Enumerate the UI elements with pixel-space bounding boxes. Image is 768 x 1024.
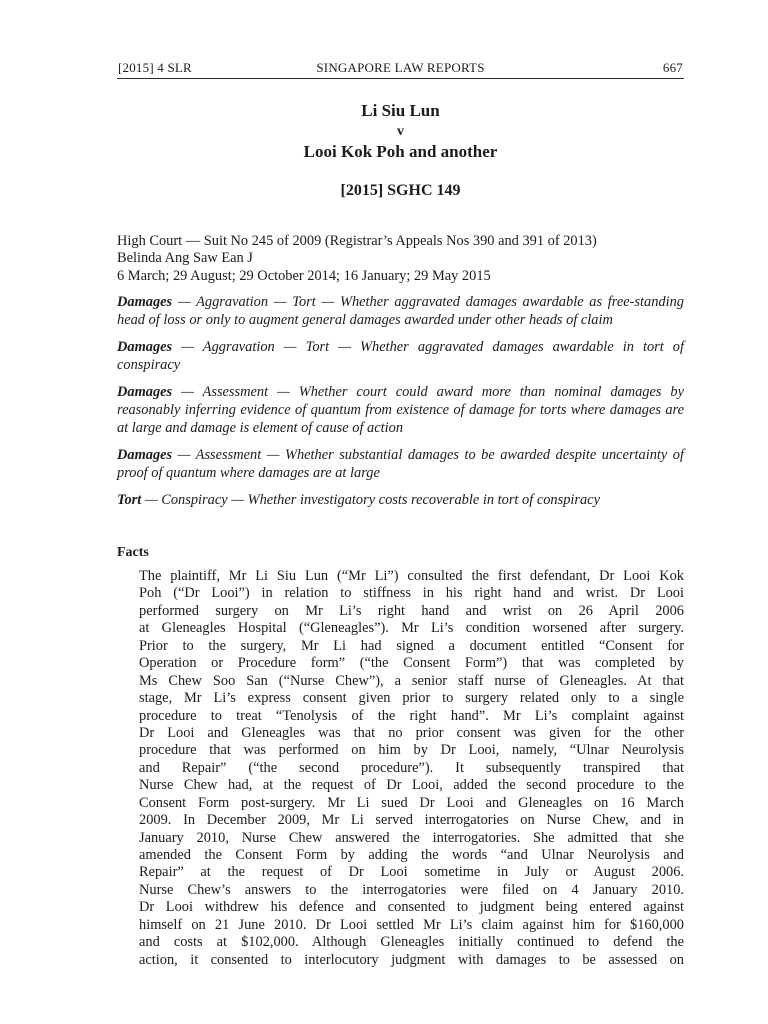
- facts-paragraph: [117, 568, 684, 969]
- versus-label: v: [397, 124, 404, 139]
- facts-line: Repair” at the request of Dr Looi sometime in July or August 2006.: [139, 864, 684, 881]
- facts-line: stage, Mr Li’s express consent given prior to surgery related only to a single: [139, 690, 684, 707]
- plaintiff-name: Li Siu Lun: [361, 101, 440, 120]
- facts-line: Dr Looi withdrew his defence and consented to judgment being entered against: [139, 899, 684, 916]
- catchword-subject: Damages: [117, 447, 173, 464]
- facts-line: Nurse Chew had, at the request of Dr Looi, added the second procedure to the: [139, 777, 684, 794]
- facts-line: 2009. In December 2009, Mr Li served interrogatories on Nurse Chew, and in: [139, 812, 684, 829]
- facts-line: Operation or Procedure form” (“the Consent Form”) that was completed by: [139, 655, 684, 672]
- facts-line: The plaintiff, Mr Li Siu Lun (“Mr Li”) consulted the first defendant, Dr Looi Kok: [139, 568, 684, 584]
- catchword-text: — Aggravation — Tort — Whether aggravated damages awardable as free-standing head of loss or only to augment general damages awarded under other heads of claim: [117, 294, 684, 328]
- catchword-entry: [117, 384, 684, 437]
- page-number: 667: [662, 60, 683, 75]
- facts-line: at Gleneagles Hospital (“Gleneagles”). Mr Li’s condition worsened after surgery.: [139, 620, 684, 637]
- catchword-text: — Aggravation — Tort — Whether aggravated damages awardable in tort of conspiracy: [117, 339, 684, 373]
- facts-line: and costs at $102,000. Although Gleneagles initially continued to defend the: [139, 934, 684, 951]
- facts-line: and Repair” (“the second procedure”). It subsequently transpired that: [139, 759, 684, 776]
- judge-line: Belinda Ang Saw Ean J: [117, 250, 253, 267]
- facts-line: Consent Form post-surgery. Mr Li sued Dr Looi and Gleneagles on 16 March: [139, 794, 684, 811]
- facts-line: performed surgery on Mr Li’s right hand and wrist on 26 April 2006: [139, 602, 684, 619]
- catchword-subject: Damages: [117, 384, 173, 401]
- catchword-entry: [117, 294, 684, 329]
- case-metadata: [117, 233, 684, 285]
- header-rule: [117, 78, 684, 79]
- catchword-entry: [117, 447, 684, 482]
- facts-line: amended the Consent Form by adding the words “and Ulnar Neurolysis and: [139, 847, 684, 863]
- case-title: [117, 100, 684, 163]
- facts-line: himself on 21 June 2010. Dr Looi settled Mr Li’s claim against him for $160,000: [139, 916, 684, 933]
- facts-line: January 2010, Nurse Chew answered the interrogatories. She admitted that she: [139, 829, 684, 846]
- running-head: [117, 60, 684, 80]
- facts-heading: Facts: [117, 545, 149, 560]
- facts-line: procedure that was performed on him by Dr Looi, namely, “Ulnar Neurolysis: [139, 742, 684, 759]
- catchword-text: — Assessment — Whether court could award more than nominal damages by reasonably inferring evidence of quantum from existence of damage for torts where damages are at large and damage is element of cause of action: [117, 384, 684, 436]
- facts-line: Prior to the surgery, Mr Li had signed a document entitled “Consent for: [139, 637, 684, 654]
- report-volume: [2015] 4 SLR: [118, 60, 192, 75]
- catchword-text: — Assessment — Whether substantial damages to be awarded despite uncertainty of proof of quantum where damages are at large: [117, 447, 684, 481]
- defendant-name: Looi Kok Poh and another: [303, 142, 498, 161]
- catchwords: [117, 294, 684, 520]
- neutral-citation: [2015] SGHC 149: [340, 182, 461, 199]
- catchword-entry: [117, 339, 684, 374]
- report-series-title: SINGAPORE LAW REPORTS: [316, 60, 485, 75]
- catchword-entry: [117, 492, 684, 510]
- catchword-subject: Damages: [117, 294, 173, 310]
- catchword-subject: Damages: [117, 339, 173, 356]
- hearing-dates-line: 6 March; 29 August; 29 October 2014; 16 January; 29 May 2015: [117, 267, 491, 284]
- court-line: High Court — Suit No 245 of 2009 (Registrar’s Appeals Nos 390 and 391 of 2013): [117, 233, 597, 249]
- catchword-subject: Tort: [117, 492, 142, 509]
- facts-line: Nurse Chew’s answers to the interrogatories were filed on 4 January 2010.: [139, 881, 684, 898]
- facts-line: procedure to treat “Tenolysis of the right hand”. Mr Li’s complaint against: [139, 707, 684, 724]
- facts-line: Dr Looi and Gleneagles was that no prior consent was given for the other: [139, 724, 684, 741]
- facts-line: action, it consented to interlocutory judgment with damages to be assessed on: [139, 951, 684, 968]
- facts-line: Poh (“Dr Looi”) in relation to stiffness in his right hand and wrist. Dr Looi: [139, 585, 684, 602]
- catchword-text: — Conspiracy — Whether investigatory costs recoverable in tort of conspiracy: [141, 492, 600, 509]
- facts-line: Ms Chew Soo San (“Nurse Chew”), a senior staff nurse of Gleneagles. At that: [139, 672, 684, 689]
